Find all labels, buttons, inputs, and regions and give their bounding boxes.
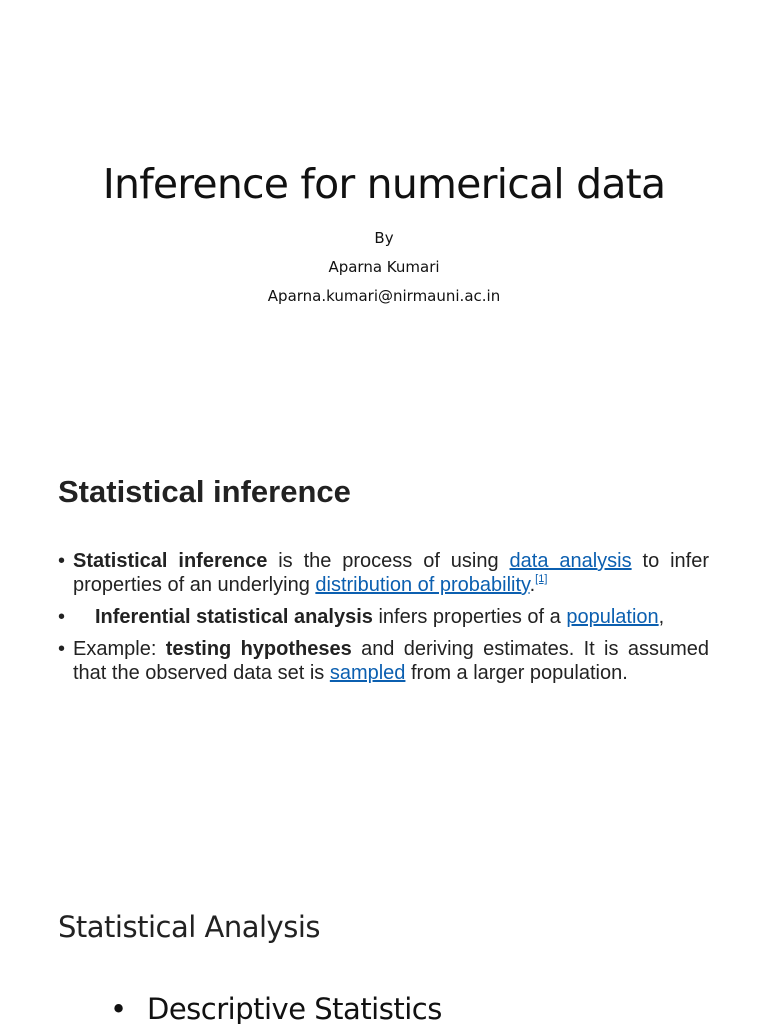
bullet-item	[58, 637, 709, 685]
bullet-text: Example:	[73, 638, 166, 660]
statistical-analysis-slide	[0, 832, 768, 1024]
bullet-text: from a larger population.	[405, 662, 628, 684]
bullet-list	[58, 549, 709, 693]
bullet-text: Descriptive Statistics	[147, 992, 442, 1024]
author-email: Aparna.kumari@nirmauni.ac.in	[267, 287, 501, 305]
reference-link[interactable]: [1]	[535, 573, 548, 585]
bullet-icon: •	[110, 992, 127, 1024]
bullet-text: is the process of using	[267, 550, 510, 572]
author-name: Aparna Kumari	[328, 258, 440, 276]
bold-term: Statistical inference	[73, 550, 268, 572]
sampled-link[interactable]: sampled	[329, 662, 406, 684]
bullet-text: infers properties of a	[372, 606, 567, 628]
distribution-of-probability-link[interactable]: distribution of probability	[315, 574, 530, 596]
bullet-text: .	[529, 574, 536, 596]
statistical-inference-slide	[0, 448, 768, 832]
bullet-item	[58, 605, 709, 629]
bullet-text: ,	[658, 606, 665, 628]
population-link[interactable]: population	[566, 606, 659, 628]
bullet-text: and deriving estimates. It is assumed that the observed data set is	[73, 638, 709, 684]
data-analysis-link[interactable]: data analysis	[509, 550, 632, 572]
slide-heading: Statistical Analysis	[58, 910, 320, 944]
bullet-item	[110, 992, 442, 1024]
bullet-icon: •	[58, 606, 66, 628]
byline: By	[374, 229, 394, 247]
title-slide	[0, 0, 768, 448]
bold-term: testing hypotheses	[165, 638, 352, 660]
bullet-text: to infer properties of an underlying	[73, 550, 710, 596]
bold-term: Inferential statistical analysis	[95, 606, 373, 628]
slide-title: Inference for numerical data	[102, 160, 666, 208]
bullet-item	[58, 549, 709, 597]
slide-heading: Statistical inference	[58, 474, 351, 509]
bullet-icon: •	[58, 550, 66, 572]
bullet-icon: •	[58, 638, 66, 660]
